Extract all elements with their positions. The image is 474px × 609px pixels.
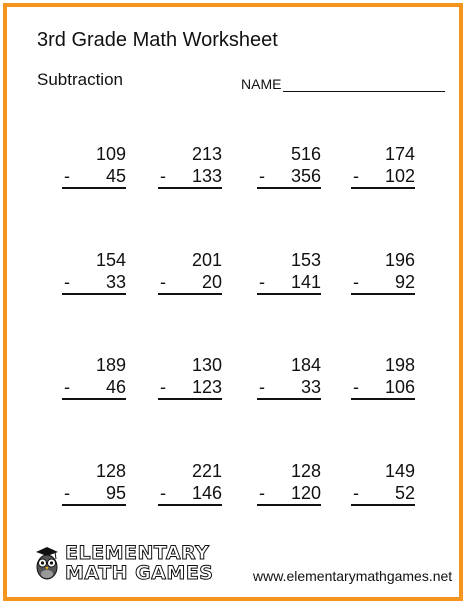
- minus-sign: -: [259, 166, 265, 186]
- minuend: 184: [290, 355, 321, 375]
- subtraction-problem: [351, 143, 415, 189]
- minuend: 201: [191, 250, 222, 270]
- minus-sign: -: [353, 272, 359, 292]
- subtraction-problem: [257, 460, 321, 506]
- minus-sign: -: [259, 483, 265, 503]
- subtraction-problem: [62, 354, 126, 400]
- logo-wordmark: [65, 543, 213, 583]
- subtrahend: 356: [290, 166, 321, 186]
- subtraction-problem: [158, 354, 222, 400]
- subtrahend: 33: [105, 272, 126, 292]
- subtrahend: 146: [191, 483, 222, 503]
- subtrahend-row: [257, 482, 321, 506]
- minuend: 221: [191, 461, 222, 481]
- minus-sign: -: [64, 377, 70, 397]
- minus-sign: -: [353, 483, 359, 503]
- subtrahend-row: [351, 165, 415, 189]
- subtraction-problem: [158, 460, 222, 506]
- logo-line-2: MATH GAMES: [65, 562, 214, 584]
- subtrahend-row: [158, 271, 222, 295]
- subtrahend-row: [257, 271, 321, 295]
- subtrahend-row: [62, 271, 126, 295]
- subtraction-problem: [158, 249, 222, 295]
- subtrahend: 141: [290, 272, 321, 292]
- subtraction-problem: [351, 354, 415, 400]
- subtrahend: 102: [384, 166, 415, 186]
- minus-sign: -: [259, 377, 265, 397]
- logo-line-1: ELEMENTARY: [65, 542, 210, 564]
- subtrahend: 52: [394, 483, 415, 503]
- subtraction-problem: [62, 460, 126, 506]
- subtraction-problem: [62, 143, 126, 189]
- subtrahend: 120: [290, 483, 321, 503]
- subtraction-problem: [257, 249, 321, 295]
- minuend: 189: [95, 355, 126, 375]
- minus-sign: -: [353, 166, 359, 186]
- minuend: 128: [290, 461, 321, 481]
- subtrahend: 123: [191, 377, 222, 397]
- minuend: 149: [384, 461, 415, 481]
- minus-sign: -: [160, 166, 166, 186]
- minuend: 109: [95, 144, 126, 164]
- subtrahend: 106: [384, 377, 415, 397]
- subtrahend-row: [158, 165, 222, 189]
- worksheet-subtitle: Subtraction: [37, 70, 123, 89]
- minuend: 516: [290, 144, 321, 164]
- subtrahend: 45: [105, 166, 126, 186]
- subtraction-problem: [257, 354, 321, 400]
- owl-mascot-icon: [33, 546, 61, 580]
- minuend: 154: [95, 250, 126, 270]
- name-label: NAME: [241, 76, 282, 92]
- minus-sign: -: [259, 272, 265, 292]
- subtraction-problem: [351, 249, 415, 295]
- minus-sign: -: [160, 377, 166, 397]
- subtrahend-row: [158, 482, 222, 506]
- subtrahend-row: [351, 376, 415, 400]
- minus-sign: -: [64, 272, 70, 292]
- subtrahend-row: [62, 165, 126, 189]
- problem-grid: [7, 7, 459, 597]
- website-url[interactable]: www.elementarymathgames.net: [253, 568, 453, 584]
- subtraction-problem: [158, 143, 222, 189]
- minuend: 130: [191, 355, 222, 375]
- subtrahend-row: [351, 482, 415, 506]
- minus-sign: -: [64, 483, 70, 503]
- subtrahend-row: [158, 376, 222, 400]
- subtraction-problem: [257, 143, 321, 189]
- subtrahend: 33: [300, 377, 321, 397]
- subtrahend: 46: [105, 377, 126, 397]
- subtrahend-row: [351, 271, 415, 295]
- minus-sign: -: [64, 166, 70, 186]
- subtraction-problem: [351, 460, 415, 506]
- minuend: 128: [95, 461, 126, 481]
- minuend: 198: [384, 355, 415, 375]
- minuend: 196: [384, 250, 415, 270]
- minuend: 174: [384, 144, 415, 164]
- subtrahend-row: [62, 482, 126, 506]
- worksheet-page: [3, 3, 463, 601]
- subtrahend-row: [257, 376, 321, 400]
- subtrahend: 92: [394, 272, 415, 292]
- subtraction-problem: [62, 249, 126, 295]
- subtrahend: 133: [191, 166, 222, 186]
- subtrahend-row: [62, 376, 126, 400]
- minuend: 153: [290, 250, 321, 270]
- subtrahend-row: [257, 165, 321, 189]
- elementary-math-games-logo: [33, 543, 213, 583]
- subtrahend: 95: [105, 483, 126, 503]
- minus-sign: -: [353, 377, 359, 397]
- subtrahend: 20: [201, 272, 222, 292]
- minuend: 213: [191, 144, 222, 164]
- minus-sign: -: [160, 272, 166, 292]
- worksheet-title: 3rd Grade Math Worksheet: [37, 29, 278, 51]
- minus-sign: -: [160, 483, 166, 503]
